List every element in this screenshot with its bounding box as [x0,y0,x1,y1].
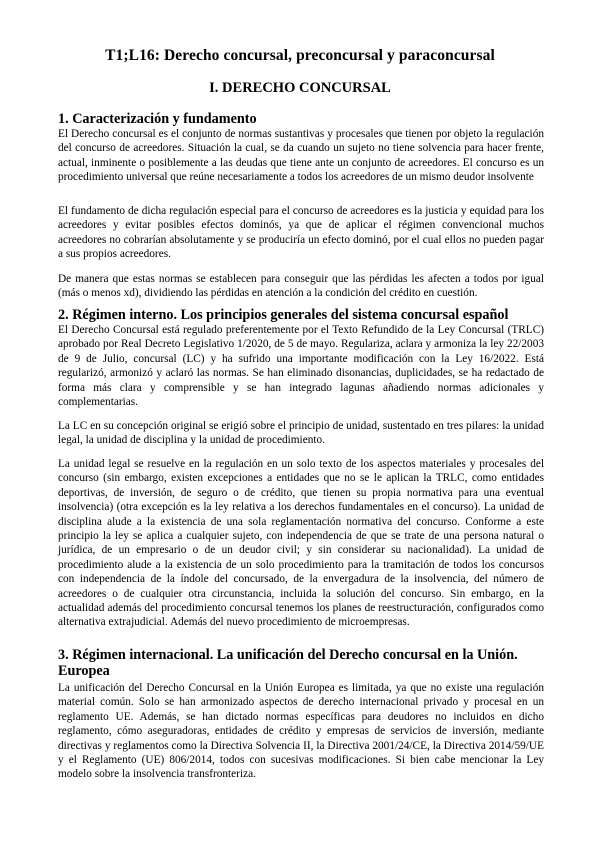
paragraph: De manera que estas normas se establecen para conseguir que las pérdidas les afecten a todos por igual (más o menos xd), dividiendo las pérdidas en atención a la condición del crédito en cuestión. [58,273,544,300]
paragraph: El Derecho Concursal está regulado preferentemente por el Texto Refundido de la Ley Concursal (TRLC) aprobado por Real Decreto Legislativo 1/2020, de 5 de mayo. Regulariza, aclara y armoniza la ley 22/2003 de 9 de Julio, concursal (LC) y ha sufrido una importante modificación con la Ley 16/2022. Está regularizó, armonizó y aclaró las normas. Se han eliminado disonancias, duplicidades, se ha redactado de forma más clara y comprensible y se han integrado lagunas añadiendo normas adicionales y complementarias. [58,324,544,409]
section-heading: 3. Régimen internacional. La unificación del Derecho concursal en la Unión. Europea [58,647,518,679]
part-title: I. DERECHO CONCURSAL [209,80,391,96]
paragraph: El fundamento de dicha regulación especial para el concurso de acreedores es la justicia y equidad para los acreedores y evitar posibles efectos dominós, ya que de aplicar el régimen convencional muchos acreedores no cobrarían absolutamente y se produciría un efecto dominó, por el cual ellos no pueden pagar a sus propios acreedores. [58,205,544,261]
paragraph: La LC en su concepción original se erigió sobre el principio de unidad, sustentado en tres pilares: la unidad legal, la unidad de disciplina y la unidad de procedimiento. [58,420,544,447]
paragraph: La unidad legal se resuelve en la regulación en un solo texto de los aspectos materiales y procesales del concurso (sin embargo, existen excepciones a entidades que no se le aplican la TRLC, como entidades deportivas, de inversión, de seguro o de crédito, que tienen su propia normativa para una eventual insolvencia) (otra excepción es la ley relativa a los derechos fundamentales en el concurso). La unidad de disciplina alude a la existencia de una sola reglamentación normativa del concurso. Conforme a este principio la ley se aplica a cualquier sujeto, con independencia de que se trate de una persona natural o jurídica, de un empresario o de un deudor civil; y sin considerar su nacionalidad). La unidad de procedimiento alude a la existencia de un solo procedimiento para la tramitación de todos los concursos con independencia de la índole del concursado, de la envergadura de la insolvencia, del número de acreedores o de cualquier otra circunstancia, incluida la solución del concurso. Sin embargo, en la actualidad además del procedimiento concursal tenemos los planes de reestructuración, configurados como alternativa extrajudicial. Además del nuevo procedimiento de microempresas. [58,458,544,629]
paragraph: El Derecho concursal es el conjunto de normas sustantivas y procesales que tienen por objeto la regulación del concurso de acreedores. Situación la cual, se da cuando un sujeto no tiene solvencia para hacer frente, actual, inminente o posiblemente a las deudas que tiene ante un conjunto de acreedores. El concurso es un procedimiento universal que reúne necesariamente a todos los acreedores de un mismo deudor insolvente [58,128,544,184]
document-title: T1;L16: Derecho concursal, preconcursal y paraconcursal [105,47,495,64]
section-heading: 1. Caracterización y fundamento [58,111,257,127]
section-heading: 2. Régimen interno. Los principios generales del sistema concursal español [58,307,509,323]
paragraph: La unificación del Derecho Concursal en la Unión Europea es limitada, ya que no existe una regulación material común. Solo se han armonizado aspectos de derecho internacional privado y procesal en un reglamento UE. Además, se han dictado normas específicas para deudores no incluidos en dicho reglamento, cómo aseguradoras, entidades de crédito y empresas de servicios de inversión, mediante directivas y reglamentos como la Directiva Solvencia II, la Directiva 2001/24/CE, la Directiva 2014/59/UE y el Reglamento (UE) 806/2014, todos con sucesivas modificaciones. Si bien cabe mencionar la Ley modelo sobre la insolvencia transfronteriza. [58,682,544,781]
